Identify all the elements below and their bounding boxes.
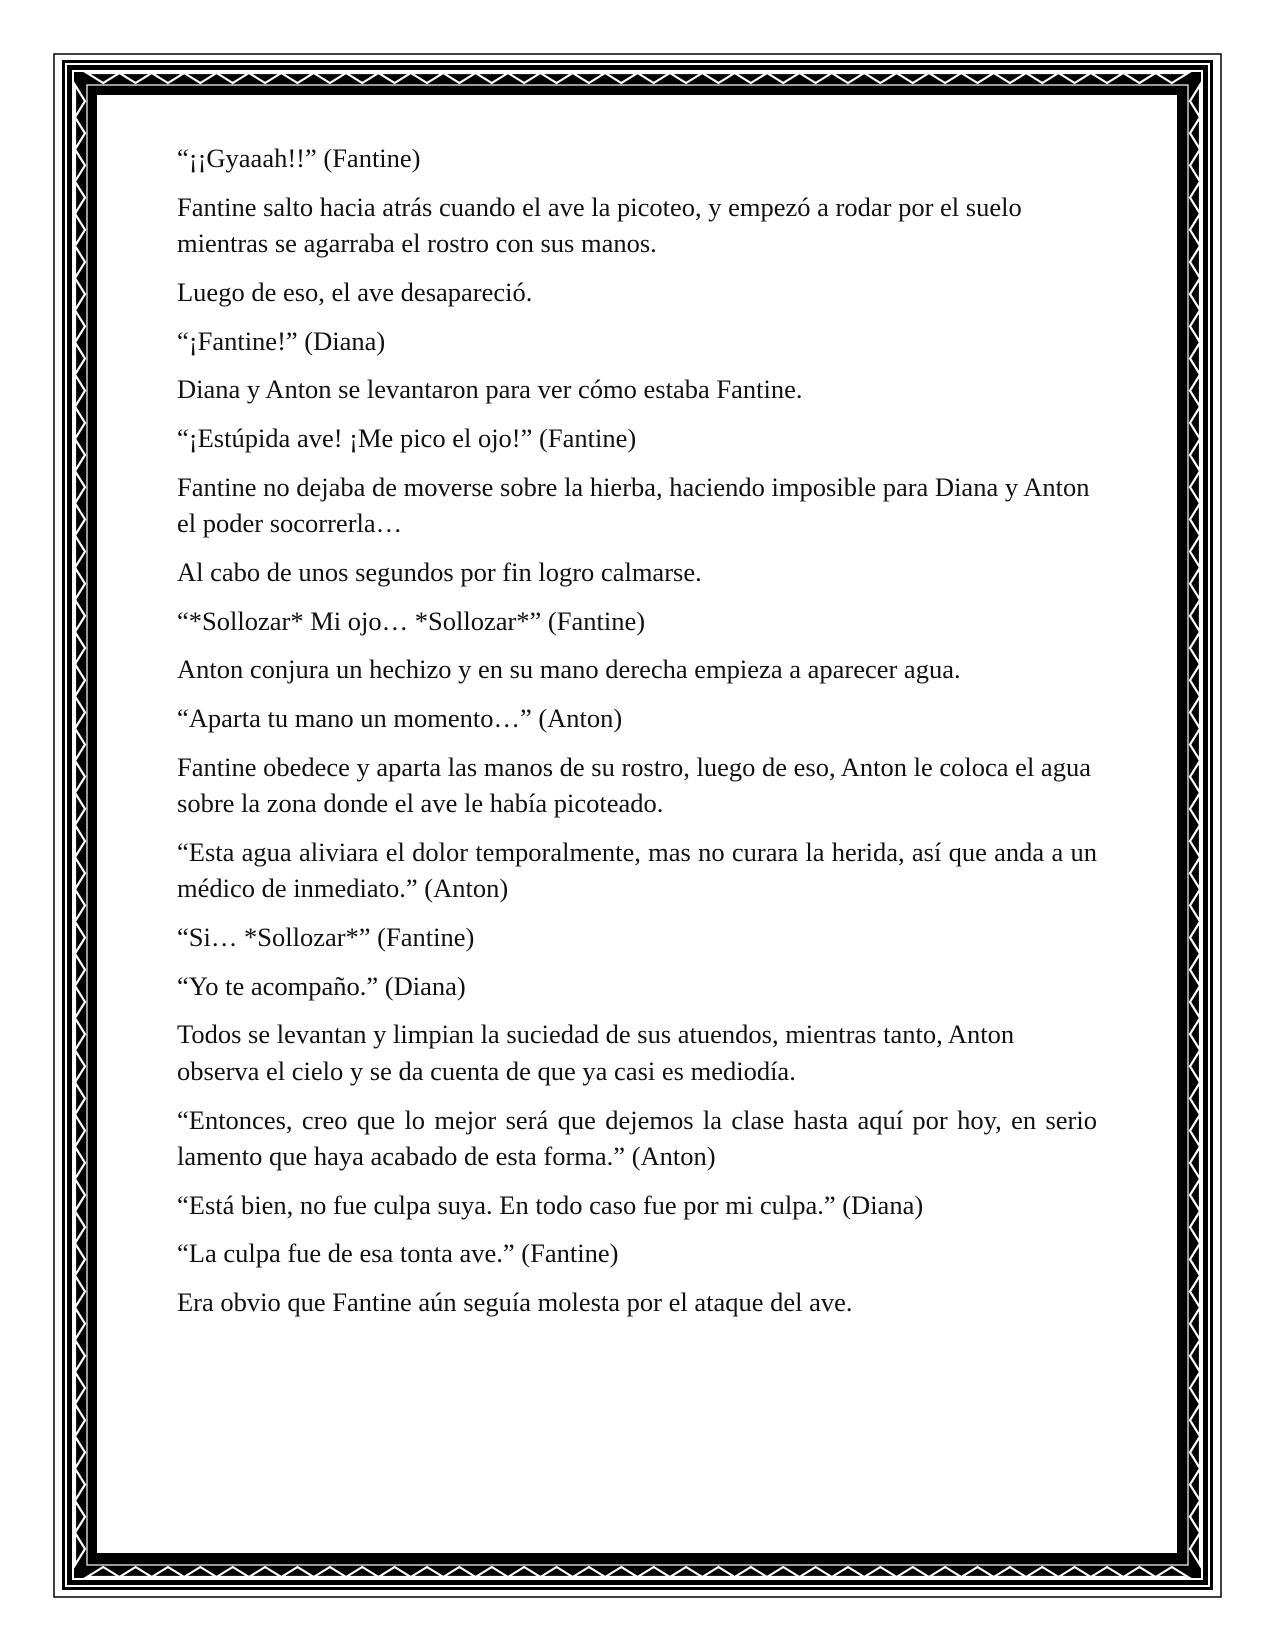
paragraph: Fantine no dejaba de moverse sobre la hierba, haciendo imposible para Diana y Anton el poder socorrerla… [177, 471, 1090, 539]
paragraph: “Entonces, creo que lo mejor será que dejemos la clase hasta aquí por hoy, en serio lamento que haya acabado de esta forma.” (Anton) [177, 1104, 1097, 1171]
paragraph: “Yo te acompaño.” (Diana) [177, 970, 466, 1001]
paragraph: “La culpa fue de esa tonta ave.” (Fantine) [177, 1238, 619, 1269]
paragraph: Era obvio que Fantine aún seguía molesta por el ataque del ave. [177, 1287, 853, 1318]
paragraph: Todos se levantan y limpian la suciedad de sus atuendos, mientras tanto, Anton observa el cielo y se da cuenta de que ya casi es mediodía. [177, 1019, 1015, 1086]
paragraph: Luego de eso, el ave desapareció. [177, 276, 533, 307]
paragraph: “¡¡Gyaaah!!” (Fantine) [177, 143, 421, 173]
paragraph: Al cabo de unos segundos por fin logro calmarse. [177, 556, 702, 587]
paragraph: Anton conjura un hechizo y en su mano derecha empieza a aparecer agua. [177, 654, 961, 685]
paragraph: “¡Fantine!” (Diana) [177, 325, 386, 356]
paragraph: “¡Estúpida ave! ¡Me pico el ojo!” (Fantine) [177, 422, 637, 453]
paragraph: “Si… *Sollozar*” (Fantine) [177, 921, 475, 952]
paragraph: “Esta agua aliviara el dolor temporalmente, mas no curara la herida, así que anda a un médico de inmediato.” (Anton) [177, 836, 1097, 904]
paragraph: Fantine salto hacia atrás cuando el ave la picoteo, y empezó a rodar por el suelo mientras se agarraba el rostro con sus manos. [177, 191, 1022, 259]
paragraph: “Aparta tu mano un momento…” (Anton) [177, 702, 623, 733]
paragraph: “*Sollozar* Mi ojo… *Sollozar*” (Fantine) [177, 605, 646, 636]
paragraph: Fantine obedece y aparta las manos de su rostro, luego de eso, Anton le coloca el agua sobre la zona donde el ave le había picoteado. [177, 751, 1091, 819]
paragraph: “Está bien, no fue culpa suya. En todo caso fue por mi culpa.” (Diana) [177, 1189, 924, 1220]
document-body [177, 140, 1097, 1510]
paragraph: Diana y Anton se levantaron para ver cómo estaba Fantine. [177, 374, 803, 405]
